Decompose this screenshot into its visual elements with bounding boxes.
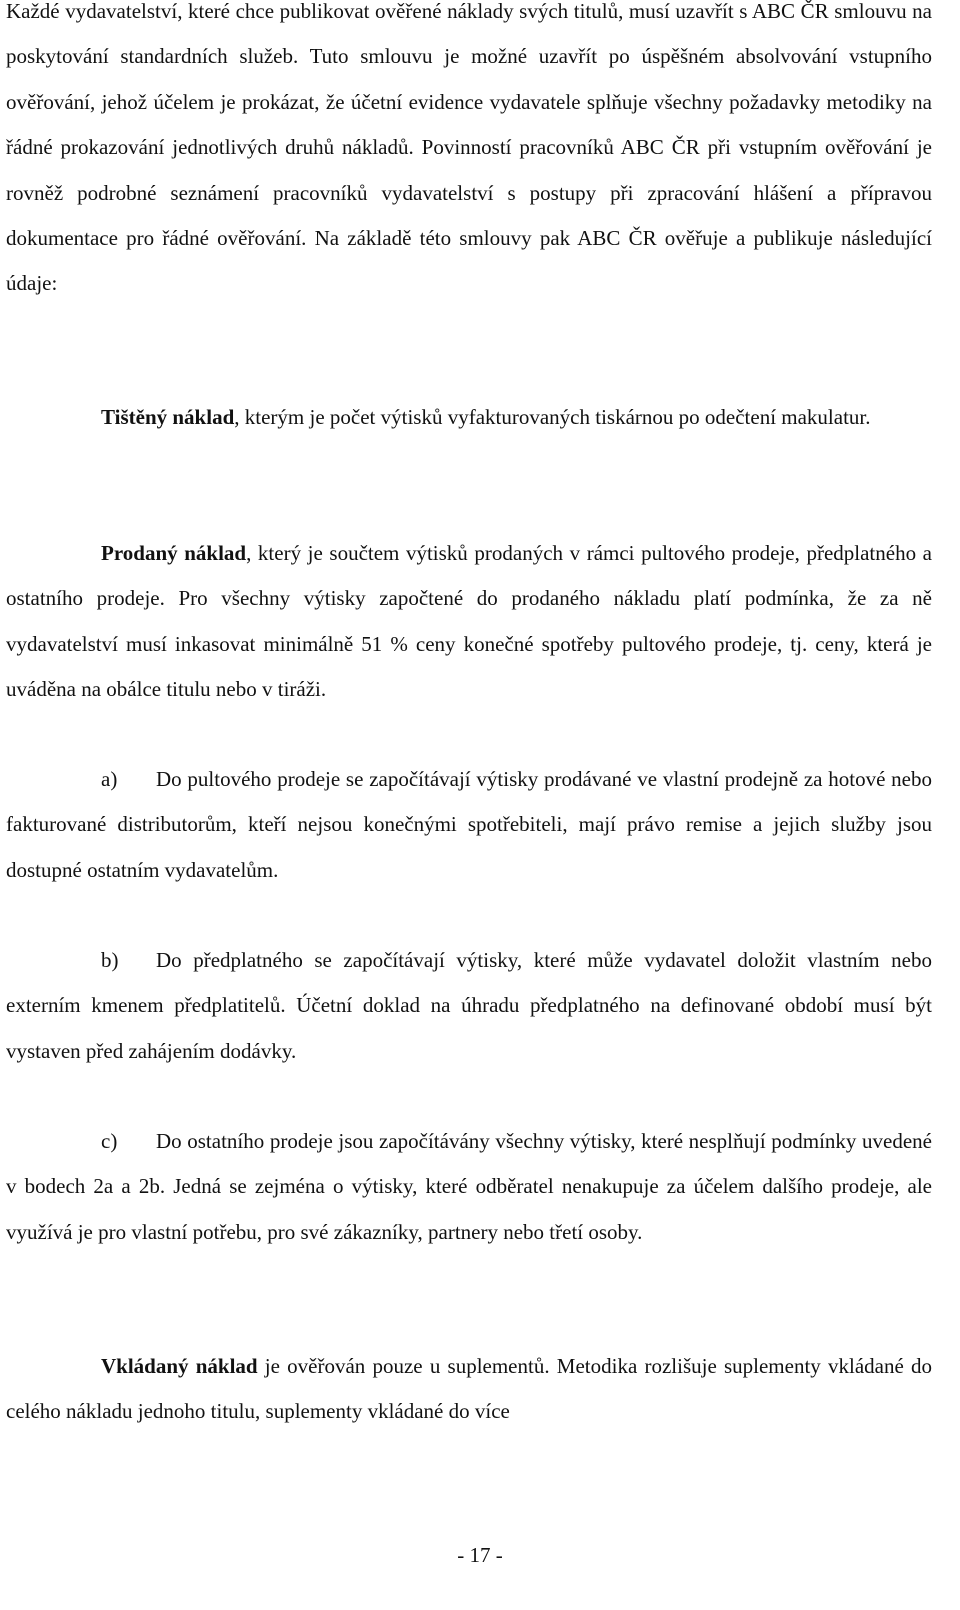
inserted-run-term: Vkládaný náklad <box>101 1354 258 1378</box>
list-item-text: Do předplatného se započítávají výtisky, které může vydavatel doložit vlastním nebo externím kmenem předplatitelů. Účetní doklad na úhradu předplatného na definované období musí být vystaven před zahájením dodávky. <box>6 948 932 1063</box>
page-number: - 17 - <box>457 1543 503 1567</box>
list-item-text: Do ostatního prodeje jsou započítávány všechny výtisky, které nesplňují podmínky uvedené v bodech 2a a 2b. Jedná se zejména o výtisky, které odběratel nenakupuje za účelem dalšího prodeje, ale využívá je pro vlastní potřebu, pro své zákazníky, partnery nebo třetí osoby. <box>6 1129 932 1244</box>
list-item-c <box>6 1119 932 1255</box>
printed-run-term: Tištěný náklad <box>101 405 235 429</box>
list-item-a <box>6 757 932 893</box>
sold-run-definition: , který je součtem výtisků prodaných v rámci pultového prodeje, předplatného a ostatního prodeje. Pro všechny výtisky započtené do prodaného nákladu platí podmínka, že za ně vydavatelství musí inkasovat minimálně 51 % ceny konečné spotřeby pultového prodeje, tj. ceny, která je uváděna na obálce titulu nebo v tiráži. <box>6 541 932 702</box>
list-marker: c) <box>101 1129 118 1153</box>
intro-paragraph: Každé vydavatelství, které chce publikovat ověřené náklady svých titulů, musí uzavřít s ABC ČR smlouvu na poskytování standardních služeb. Tuto smlouvu je možné uzavřít po úspěšném absolvování vstupního ověřování, jehož účelem je prokázat, že účetní evidence vydavatele splňuje všechny požadavky metodiky na řádné prokazování jednotlivých druhů nákladů. Povinností pracovníků ABC ČR při vstupním ověřování je rovněž podrobné seznámení pracovníků vydavatelství s postupy při zpracování hlášení a přípravou dokumentace pro řádné ověřování. Na základě této smlouvy pak ABC ČR ověřuje a publikuje následující údaje: <box>6 0 932 296</box>
inserted-run-definition: je ověřován pouze u suplementů. Metodika rozlišuje suplementy vkládané do celého nákladu jednoho titulu, suplementy vkládané do více <box>6 1354 932 1424</box>
sold-run-paragraph <box>6 531 932 713</box>
list-item-text: Do pultového prodeje se započítávají výtisky prodávané ve vlastní prodejně za hotové nebo fakturované distributorům, kteří nejsou konečnými spotřebiteli, mají právo remise a jejich služby jsou dostupné ostatním vydavatelům. <box>6 767 932 882</box>
printed-run-paragraph <box>6 395 932 440</box>
sold-run-term: Prodaný náklad <box>101 541 247 565</box>
list-marker: b) <box>101 948 119 972</box>
inserted-run-paragraph <box>6 1344 932 1435</box>
printed-run-definition: , kterým je počet výtisků vyfakturovaných tiskárnou po odečtení makulatur. <box>234 405 871 429</box>
list-marker: a) <box>101 767 118 791</box>
list-item-b <box>6 938 932 1074</box>
